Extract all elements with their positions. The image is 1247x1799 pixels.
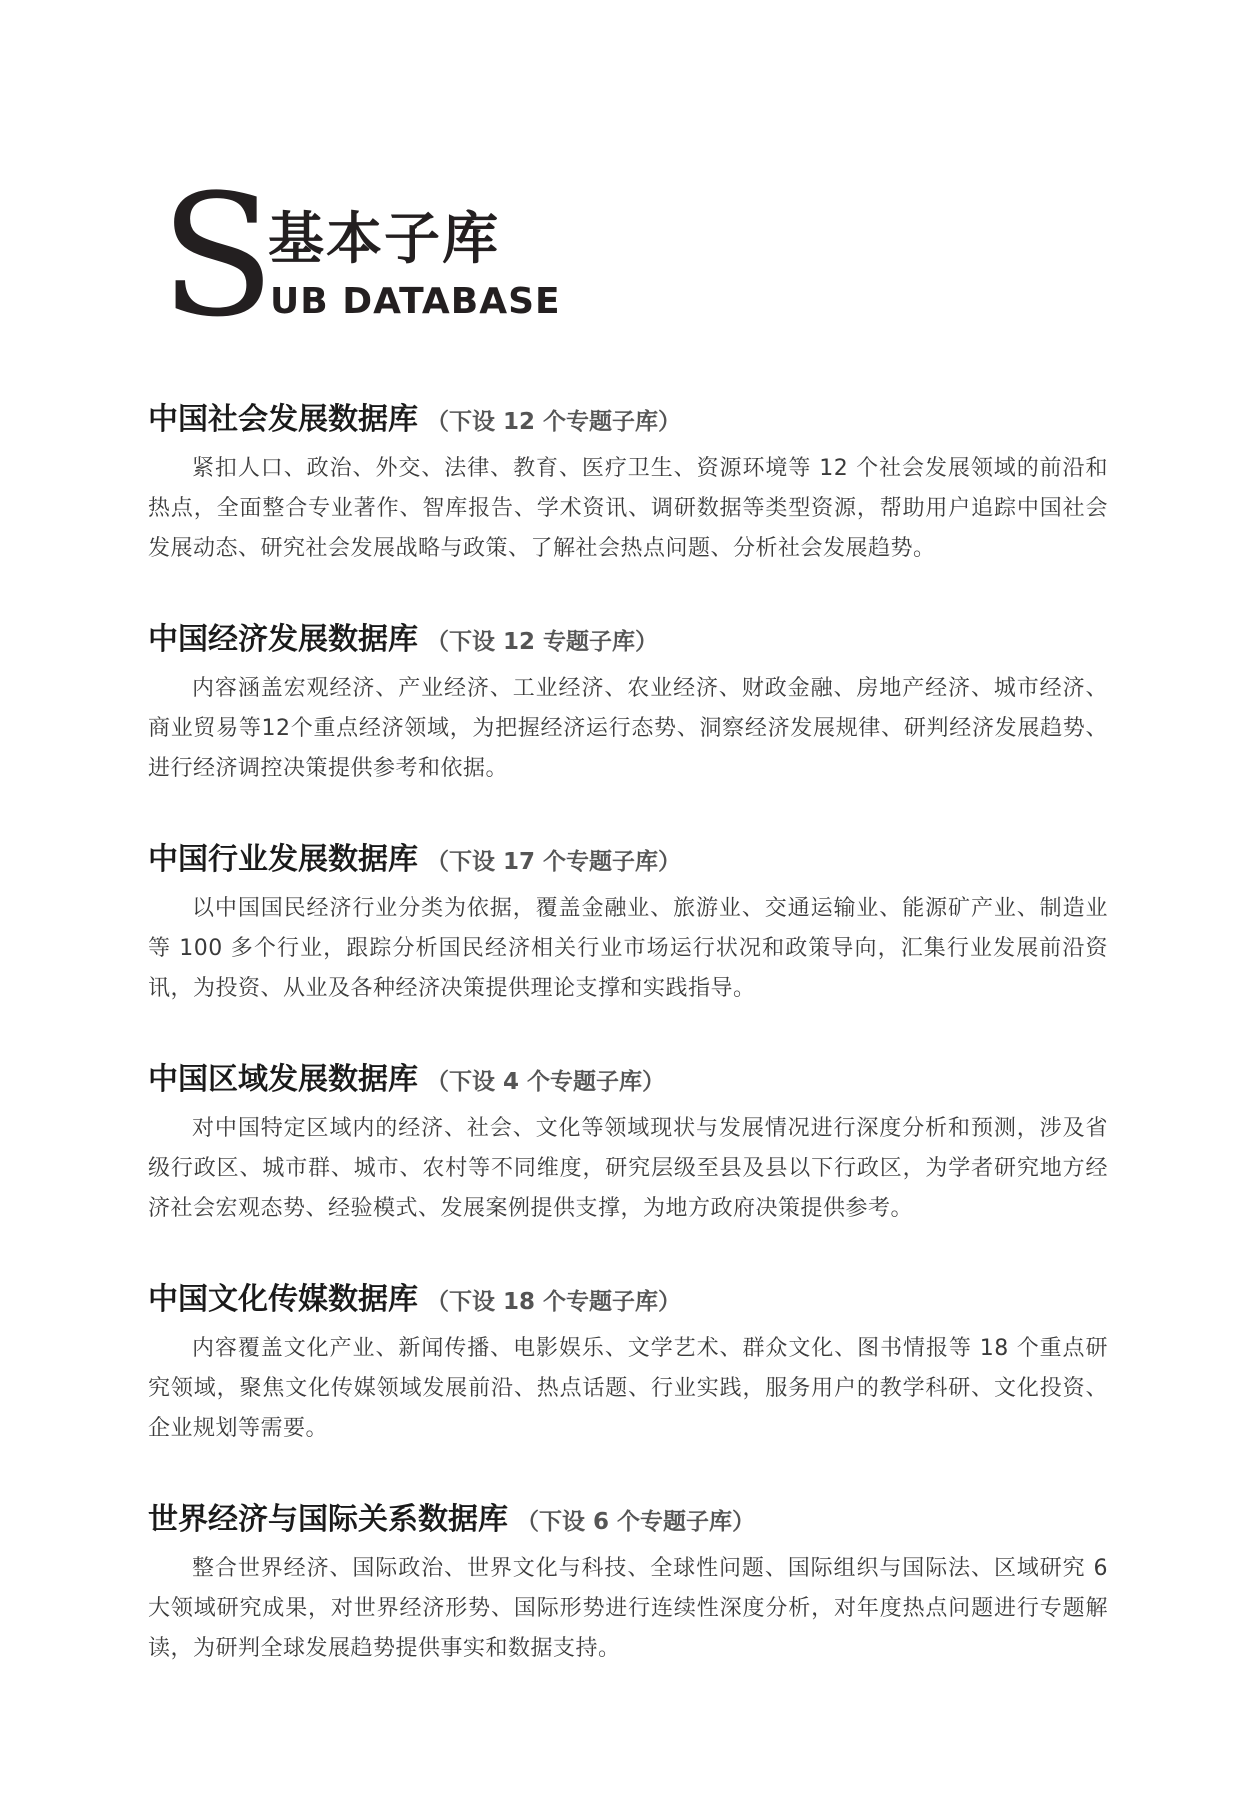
section-description: 以中国国民经济行业分类为依据，覆盖金融业、旅游业、交通运输业、能源矿产业、制造业等 100 多个行业，跟踪分析国民经济相关行业市场运行状况和政策导向，汇集行业发展前沿资讯，为投资、从业及各种经济决策提供理论支撑和实践指导。 [148,896,1108,1001]
section-heading [148,397,1108,443]
section-title: 中国社会发展数据库 [148,402,418,437]
section-title: 中国行业发展数据库 [148,842,418,877]
page-title: 基本子库 [268,207,500,272]
section-subtitle: （下设 12 个专题子库） [426,409,682,435]
section-subtitle: （下设 18 个专题子库） [426,1289,682,1315]
section-subtitle: （下设 4 个专题子库） [426,1069,666,1095]
section-subtitle: （下设 17 个专题子库） [426,849,682,875]
database-list [148,397,1108,1717]
section-subtitle: （下设 12 专题子库） [426,629,659,655]
page-title-english: UB DATABASE [270,281,561,322]
section-description: 内容涵盖宏观经济、产业经济、工业经济、农业经济、财政金融、房地产经济、城市经济、商业贸易等12个重点经济领域，为把握经济运行态势、洞察经济发展规律、研判经济发展趋势、进行经济调控决策提供参考和依据。 [148,676,1108,781]
section-subtitle: （下设 6 个专题子库） [516,1509,756,1535]
section-title: 中国区域发展数据库 [148,1062,418,1097]
database-section [148,1497,1108,1717]
section-heading [148,1057,1108,1103]
section-title: 中国经济发展数据库 [148,622,418,657]
database-section [148,617,1108,837]
database-section [148,1057,1108,1277]
page-header [160,158,580,354]
database-section [148,397,1108,617]
section-heading [148,617,1108,663]
section-description: 整合世界经济、国际政治、世界文化与科技、全球性问题、国际组织与国际法、区域研究 6 大领域研究成果，对世界经济形势、国际形势进行连续性深度分析，对年度热点问题进行专题解读，为研判全球发展趋势提供事实和数据支持。 [148,1556,1108,1661]
section-heading [148,837,1108,883]
database-section [148,837,1108,1057]
section-title: 中国文化传媒数据库 [148,1282,418,1317]
section-description: 内容覆盖文化产业、新闻传播、电影娱乐、文学艺术、群众文化、图书情报等 18 个重点研究领域，聚焦文化传媒领域发展前沿、热点话题、行业实践，服务用户的教学科研、文化投资、企业规划等需要。 [148,1336,1108,1441]
header-initial-letter: S [160,158,276,354]
section-description: 紧扣人口、政治、外交、法律、教育、医疗卫生、资源环境等 12 个社会发展领域的前沿和热点，全面整合专业著作、智库报告、学术资讯、调研数据等类型资源，帮助用户追踪中国社会发展动态、研究社会发展战略与政策、了解社会热点问题、分析社会发展趋势。 [148,456,1108,561]
database-section [148,1277,1108,1497]
section-heading [148,1277,1108,1323]
section-description: 对中国特定区域内的经济、社会、文化等领域现状与发展情况进行深度分析和预测，涉及省级行政区、城市群、城市、农村等不同维度，研究层级至县及县以下行政区，为学者研究地方经济社会宏观态势、经验模式、发展案例提供支撑，为地方政府决策提供参考。 [148,1116,1108,1221]
section-heading [148,1497,1108,1543]
section-title: 世界经济与国际关系数据库 [148,1502,508,1537]
